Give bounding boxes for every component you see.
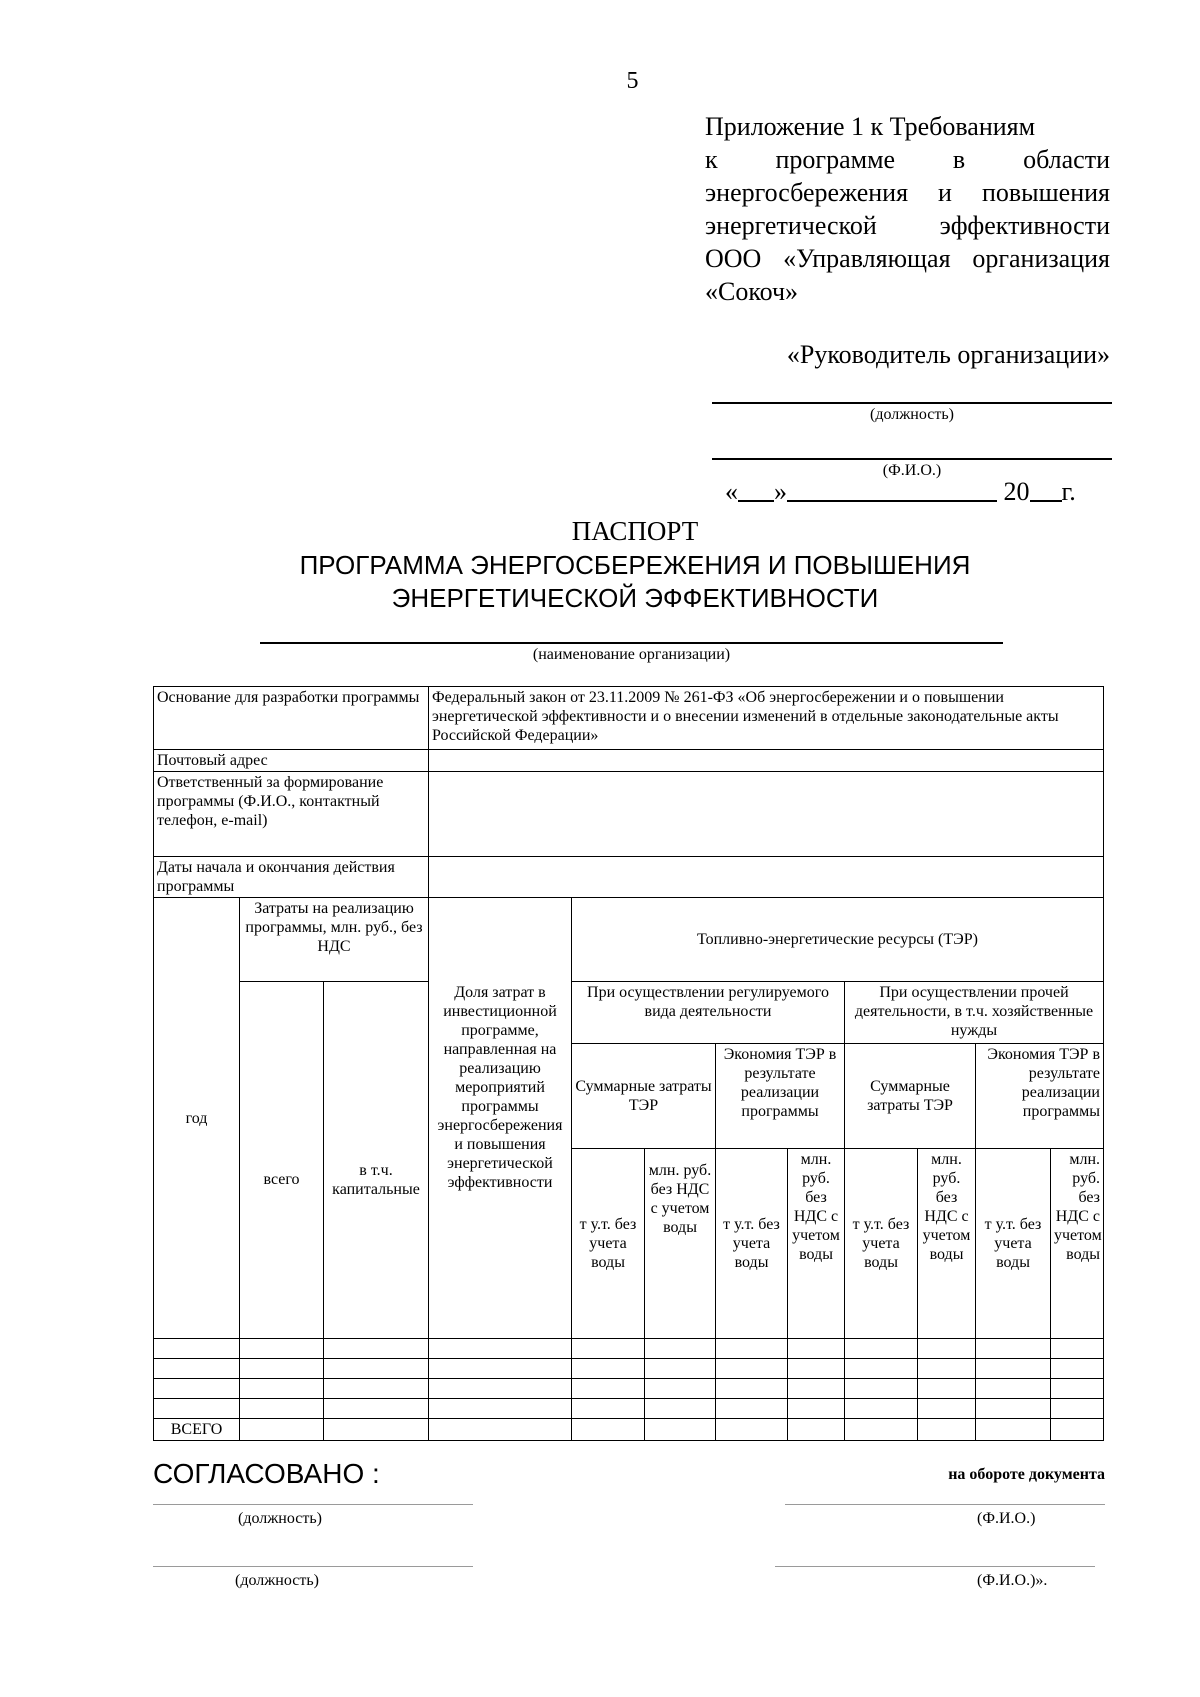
page-number: 5 — [626, 68, 639, 94]
regulated-header: При осуществлении регулируемого вида деятельности — [572, 982, 845, 1044]
title-passport: ПАСПОРТ — [571, 516, 699, 546]
date-year: 20 — [1003, 477, 1030, 506]
month-blank — [787, 476, 997, 502]
agreed-name-caption-1: (Ф.И.О.) — [977, 1510, 1036, 1527]
name-caption: (Ф.И.О.) — [882, 462, 942, 479]
position-signature-line — [712, 402, 1112, 404]
other-header: При осуществлении прочей деятельности, в т.ч. хозяйственные нужды — [845, 982, 1104, 1044]
reverse-note: на обороте документа — [948, 1466, 1105, 1483]
table-row — [154, 1399, 1104, 1419]
unit-mln-2: млн. руб. без НДС с учетом воды — [788, 1149, 845, 1339]
capital-header: в т.ч. капитальные — [324, 982, 429, 1339]
unit-tut-4: т у.т. без учета воды — [976, 1149, 1051, 1339]
title-line-3: ЭНЕРГЕТИЧЕСКОЙ ЭФФЕКТИВНОСТИ — [391, 583, 879, 613]
agreed-name-line-1 — [785, 1504, 1105, 1505]
table-row — [154, 1339, 1104, 1359]
dates-label: Даты начала и окончания действия программы — [154, 857, 429, 898]
agreed-position-caption-1: (должность) — [238, 1510, 322, 1527]
responsible-row — [154, 772, 1104, 857]
year-blank — [1030, 476, 1062, 502]
date-suffix: г. — [1061, 477, 1076, 506]
unit-mln-4: млн. руб. без НДС с учетом воды — [1051, 1149, 1104, 1339]
total-row — [154, 1419, 1104, 1441]
appendix-first-line: Приложение 1 к Требованиям — [705, 112, 1036, 141]
share-header: Доля затрат в инвестиционной программе, направленная на реализацию мероприятий программы энергосбережения и повышения энергетической эффективности — [429, 898, 572, 1339]
unit-mln-1: млн. руб. без НДС с учетом воды — [645, 1149, 716, 1339]
appendix-header — [705, 110, 1110, 308]
appendix-text: к программе в области энергосбережения и повышения энергетической эффективности ООО «Управляющая организация «Сокоч» — [705, 145, 1110, 306]
table-row — [154, 1359, 1104, 1379]
fer-header: Топливно-энергетические ресурсы (ТЭР) — [572, 898, 1104, 982]
basis-value: Федеральный закон от 23.11.2009 № 261-ФЗ «Об энергосбережении и о повышении энергетической эффективности и о внесении изменений в отдельные законодательные акты Российской Федерации» — [429, 687, 1104, 750]
position-caption: (должность) — [870, 406, 954, 423]
document-title — [130, 513, 1140, 615]
regulated-sum-header: Суммарные затраты ТЭР — [572, 1044, 716, 1149]
total-row-label: ВСЕГО — [154, 1419, 240, 1441]
agreed-name-line-2 — [775, 1566, 1095, 1567]
agreed-position-caption-2: (должность) — [235, 1572, 319, 1589]
basis-label: Основание для разработки программы — [154, 687, 429, 750]
dates-value[interactable] — [429, 857, 1104, 898]
unit-tut-2: т у.т. без учета воды — [716, 1149, 788, 1339]
approval-date — [725, 476, 1117, 507]
basis-row — [154, 687, 1104, 750]
date-open-quote: « — [725, 477, 738, 506]
postal-row — [154, 750, 1104, 772]
agreed-position-line-1 — [153, 1504, 473, 1505]
header-row-1 — [154, 898, 1104, 982]
date-close-quote: » — [774, 477, 787, 506]
header-row-2 — [154, 982, 1104, 1044]
other-sum-header: Суммарные затраты ТЭР — [845, 1044, 976, 1149]
passport-table — [153, 686, 1104, 1441]
regulated-economy-header: Экономия ТЭР в результате реализации программы — [716, 1044, 845, 1149]
costs-header: Затраты на реализацию программы, млн. руб., без НДС — [240, 898, 429, 982]
other-economy-header: Экономия ТЭР в результате реализации программы — [976, 1044, 1104, 1149]
postal-value[interactable] — [429, 750, 1104, 772]
table-row — [154, 1379, 1104, 1399]
agreed-name-caption-2: (Ф.И.О.)». — [977, 1572, 1048, 1589]
agreed-position-line-2 — [153, 1566, 473, 1567]
unit-tut-1: т у.т. без учета воды — [572, 1149, 645, 1339]
agreed-heading: СОГЛАСОВАНО : — [153, 1458, 380, 1489]
postal-label: Почтовый адрес — [154, 750, 429, 772]
year-header: год — [154, 898, 240, 1339]
name-signature-line — [712, 458, 1112, 460]
organization-name-caption: (наименование организации) — [532, 646, 731, 663]
unit-mln-3: млн. руб. без НДС с учетом воды — [918, 1149, 976, 1339]
responsible-label: Ответственный за формирование программы (Ф.И.О., контактный телефон, e-mail) — [154, 772, 429, 857]
organization-name-line — [260, 642, 1003, 644]
approver-title: «Руководитель организации» — [786, 340, 1110, 369]
responsible-value[interactable] — [429, 772, 1104, 857]
total-header: всего — [240, 982, 324, 1339]
title-line-2: ПРОГРАММА ЭНЕРГОСБЕРЕЖЕНИЯ И ПОВЫШЕНИЯ — [299, 550, 971, 580]
unit-tut-3: т у.т. без учета воды — [845, 1149, 918, 1339]
day-blank — [738, 476, 774, 502]
dates-row — [154, 857, 1104, 898]
